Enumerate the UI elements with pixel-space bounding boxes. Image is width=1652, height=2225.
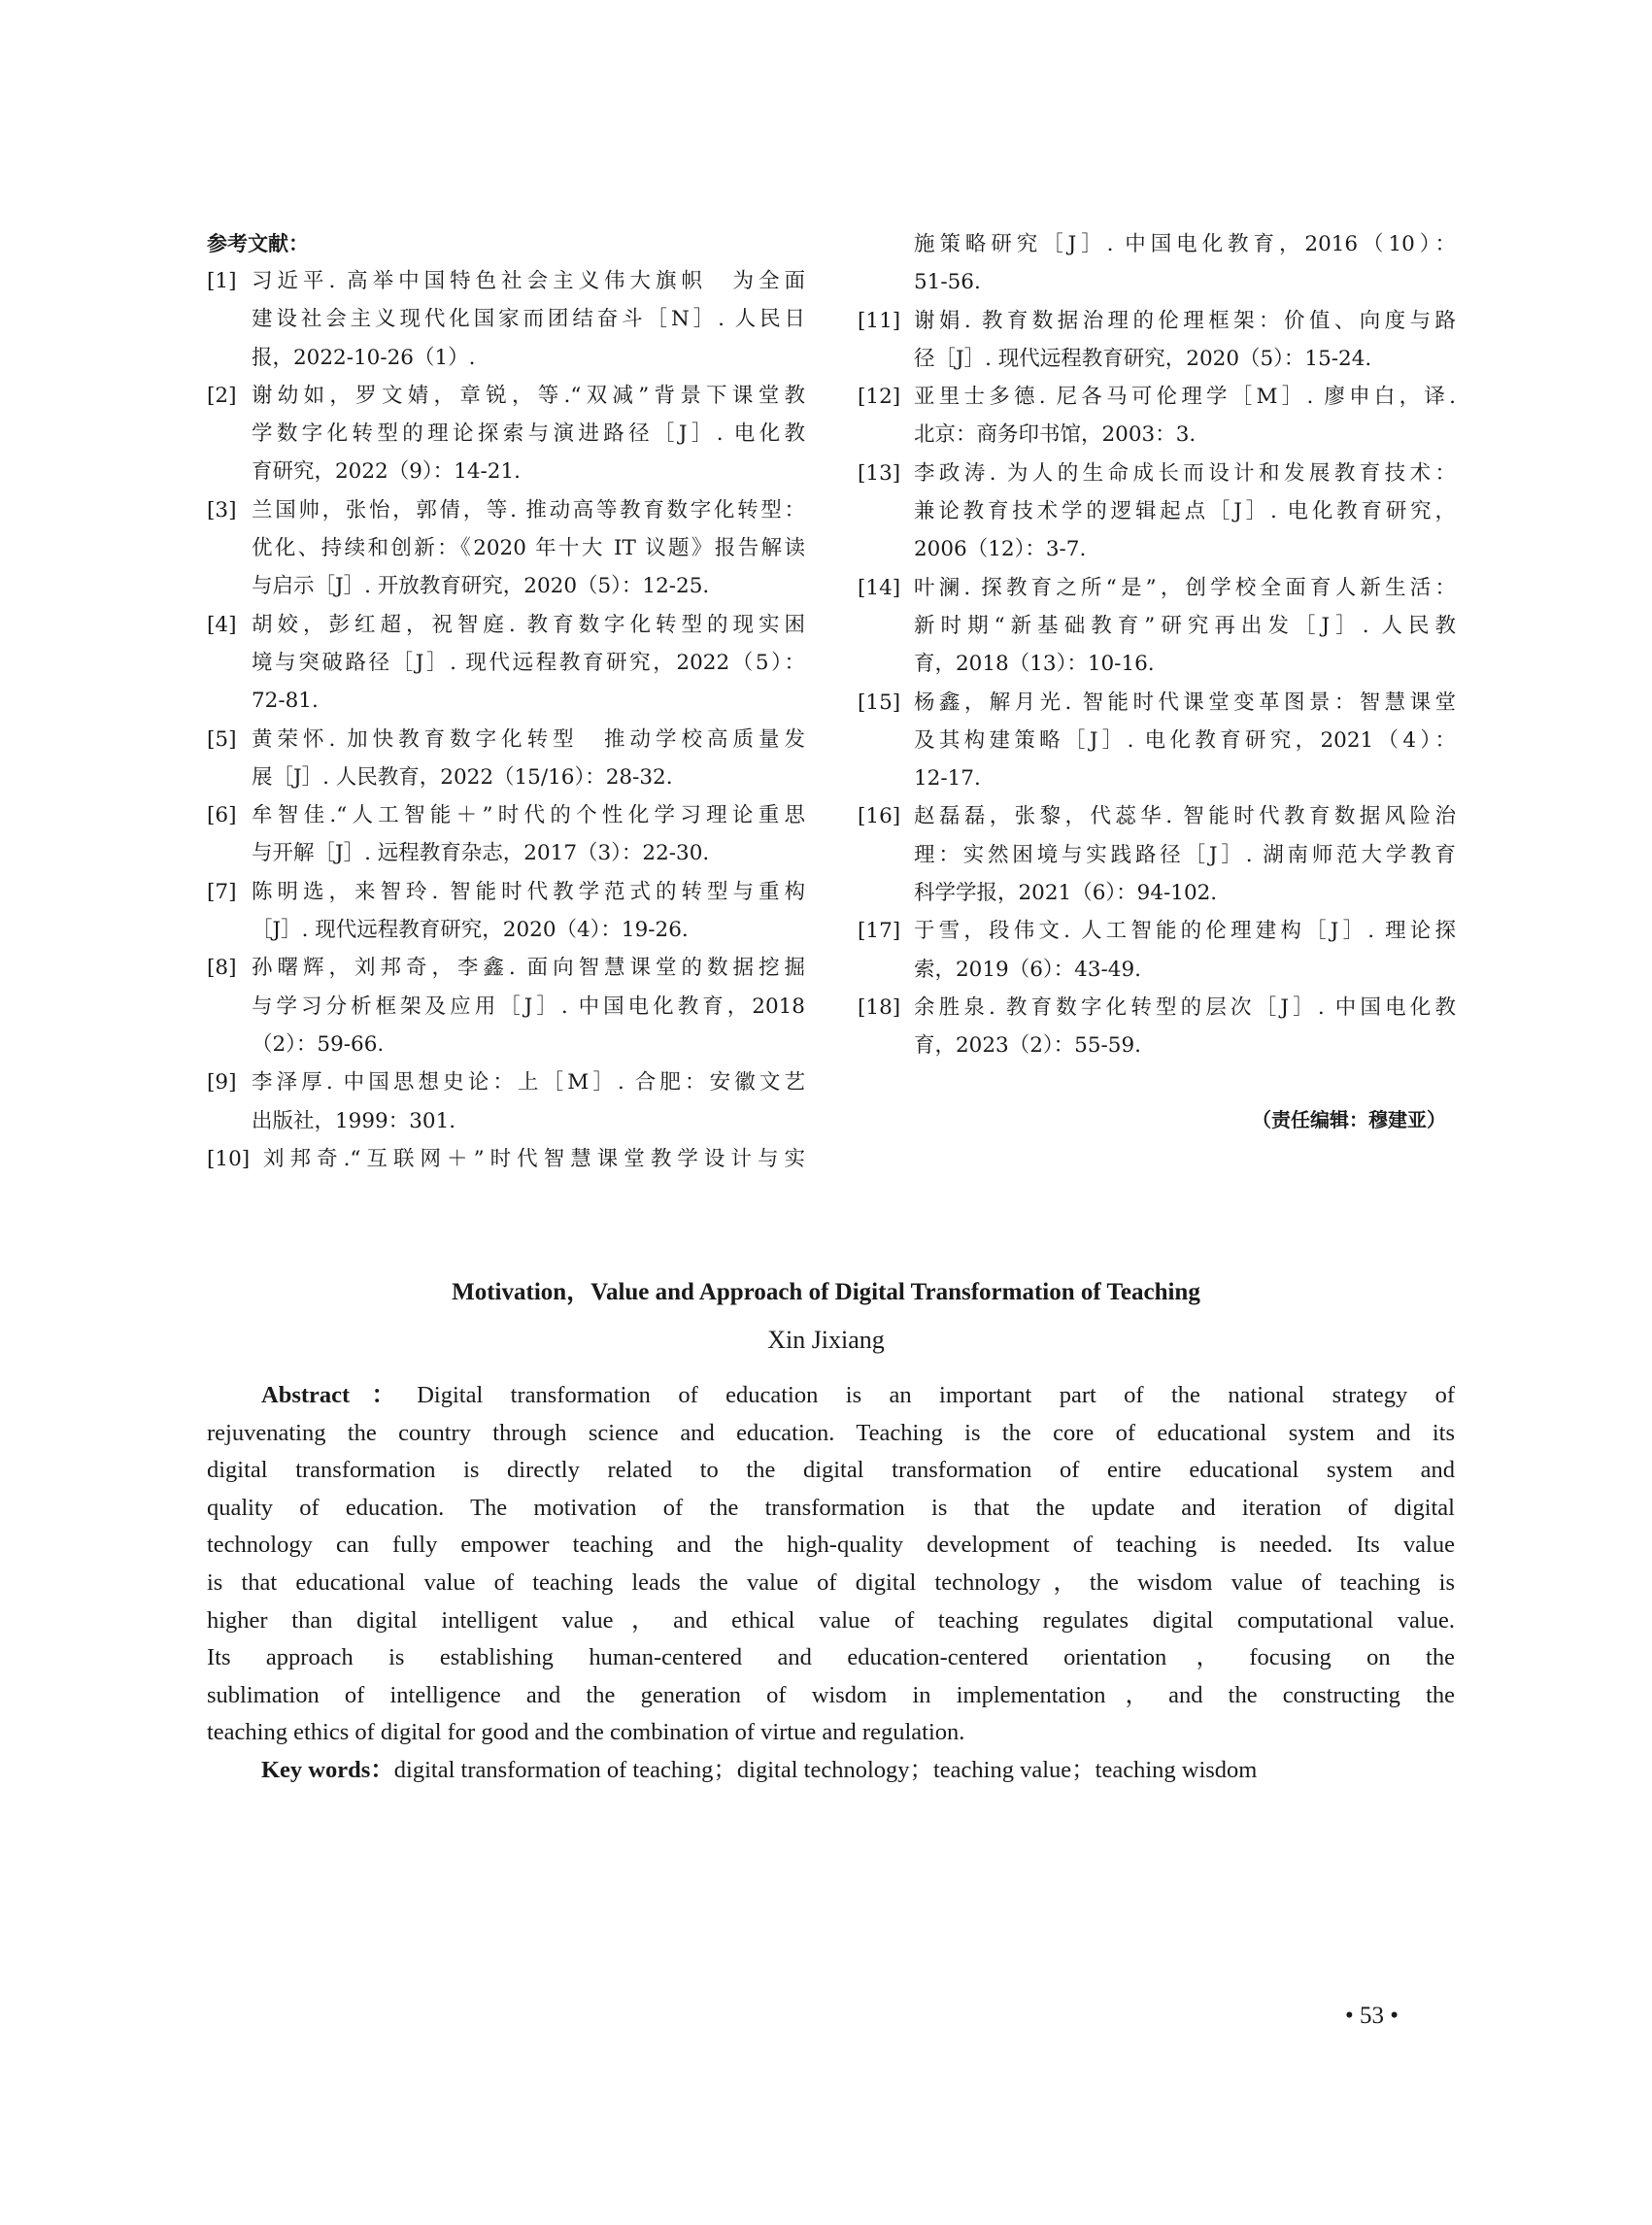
reference-number: [7] (207, 879, 237, 904)
reference-line: 牟智佳.“人工智能＋”时代的个性化学习理论重思 (252, 803, 805, 828)
reference-line: 建设社会主义现代化国家而团结奋斗［N］. 人民日 (252, 307, 805, 332)
abstract-text: technology can fully empower teaching and the high-quality development of teaching is needed. Its value (207, 1532, 1455, 1559)
reference-number: [8] (207, 956, 237, 981)
reference-line: 北京：商务印书馆，2003：3. (914, 422, 1197, 448)
reference-item (858, 797, 1456, 912)
abstract-label: Abstract： (261, 1382, 418, 1408)
abstract-line (207, 1714, 1455, 1752)
keywords-text: digital transformation of teaching；digital technology；teaching value；teaching wisdom (393, 1756, 1258, 1783)
reference-number: [16] (858, 804, 901, 829)
reference-line: 习近平. 高举中国特色社会主义伟大旗帜 为全面 (252, 269, 805, 293)
reference-continuation (858, 225, 1456, 302)
reference-line: 胡姣，彭红超，祝智庭. 教育数字化转型的现实困 (252, 612, 805, 637)
reference-line: 于雪，段伟文. 人工智能的伦理建构［J］. 理论探 (914, 919, 1456, 944)
abstract-text: quality of education. The motivation of the transformation is that the update and iteration of digital (207, 1494, 1455, 1521)
abstract-text: teaching ethics of digital for good and the combination of virtue and regulation. (207, 1719, 965, 1746)
english-abstract (207, 1377, 1455, 1790)
reference-item (858, 912, 1456, 989)
reference-line: 育研究，2022（9）：14-21. (252, 459, 521, 485)
reference-number: [6] (207, 803, 237, 828)
reference-number: [15] (858, 690, 901, 715)
reference-item (858, 989, 1456, 1065)
reference-item (207, 262, 805, 377)
reference-line: 兼论教育技术学的逻辑起点［J］. 电化教育研究， (914, 499, 1456, 524)
reference-item (207, 606, 805, 721)
reference-line: 谢幼如，罗文婧，章锐，等.“双减”背景下课堂教 (252, 383, 805, 408)
reference-item (858, 378, 1456, 455)
reference-item (207, 721, 805, 797)
reference-line: 出版社，1999：301. (252, 1108, 456, 1133)
reference-line: 12-17. (914, 766, 981, 792)
reference-number: [12] (858, 385, 901, 410)
abstract-line (207, 1602, 1455, 1640)
reference-item (207, 1063, 805, 1140)
reference-line: 刘邦奇.“互联网＋”时代智慧课堂教学设计与实 (263, 1146, 805, 1171)
abstract-line (207, 1527, 1455, 1565)
reference-line: 余胜泉. 教育数字化转型的层次［J］. 中国电化教 (914, 995, 1456, 1020)
reference-line: 72-81. (252, 689, 319, 714)
left-reference-list (207, 262, 805, 1178)
reference-line: 51-56. (914, 270, 981, 295)
reference-line: 展［J］. 人民教育，2022（15/16）：28-32. (252, 764, 673, 790)
reference-number: [10] (207, 1146, 251, 1171)
reference-line: 黄荣怀. 加快教育数字化转型 推动学校高质量发 (252, 726, 805, 752)
reference-line: 与开解［J］. 远程教育杂志，2017（3）：22-30. (252, 841, 710, 866)
abstract-text: higher than digital intelligent value，and ethical value of teaching regulates digital computational value. (207, 1606, 1455, 1634)
reference-line: 科学学报，2021（6）：94-102. (914, 881, 1218, 906)
reference-line: 孙曙辉，刘邦奇，李鑫. 面向智慧课堂的数据挖掘 (252, 956, 805, 981)
abstract-line (207, 1490, 1455, 1528)
keywords-line (207, 1752, 1455, 1790)
abstract-line (207, 1565, 1455, 1602)
page-number: • 53 • (1345, 2003, 1399, 2029)
reference-line: 与启示［J］. 开放教育研究，2020（5）：12-25. (252, 574, 710, 599)
abstract-line (207, 1639, 1455, 1677)
reference-line: 及其构建策略［J］. 电化教育研究，2021（4）： (914, 727, 1456, 753)
reference-line: 索，2019（6）：43-49. (914, 957, 1141, 982)
reference-item (207, 873, 805, 950)
reference-line: 杨鑫，解月光. 智能时代课堂变革图景：智慧课堂 (914, 690, 1456, 715)
reference-line: 李泽厚. 中国思想史论：上［M］. 合肥：安徽文艺 (252, 1070, 805, 1096)
reference-number: [17] (858, 919, 901, 944)
reference-line: 陈明选，来智玲. 智能时代教学范式的转型与重构 (252, 879, 805, 904)
reference-line: 学数字化转型的理论探索与演进路径［J］. 电化教 (252, 421, 805, 447)
abstract-line (207, 1677, 1455, 1715)
reference-item (207, 491, 805, 606)
reference-number: [18] (858, 995, 901, 1020)
abstract-line (207, 1377, 1455, 1415)
abstract-line (207, 1415, 1455, 1453)
reference-number: [9] (207, 1070, 237, 1096)
reference-item (207, 377, 805, 491)
reference-line: 新时期“新基础教育”研究再出发［J］. 人民教 (914, 613, 1456, 638)
reference-line: 兰国帅，张怡，郭倩，等. 推动高等教育数字化转型： (252, 497, 805, 523)
abstract-text: digital transformation is directly related to the digital transformation of entire educational system and (207, 1457, 1455, 1484)
reference-item (858, 684, 1456, 798)
reference-item (207, 796, 805, 873)
abstract-text: rejuvenating the country through science and education. Teaching is the core of educational system and its (207, 1419, 1455, 1446)
reference-line: 谢娟. 教育数据治理的伦理框架：价值、向度与路 (914, 308, 1456, 333)
abstract-text: Its approach is establishing human-centered and education-centered orientation，focusing on the (207, 1644, 1455, 1671)
references-heading: 参考文献： (207, 232, 309, 255)
reference-number: [1] (207, 269, 237, 293)
references-left-column (207, 225, 805, 1178)
abstract-text: Digital transformation of education is an important part of the national strategy of (417, 1382, 1456, 1408)
reference-line: 李政涛. 为人的生命成长而设计和发展教育技术： (914, 460, 1456, 486)
reference-number: [14] (858, 575, 901, 600)
reference-line: 与学习分析框架及应用［J］. 中国电化教育，2018 (252, 994, 805, 1019)
reference-number: [4] (207, 612, 237, 637)
responsible-editor: （责任编辑：穆建亚） (1252, 1107, 1446, 1131)
reference-number: [11] (858, 308, 901, 333)
reference-line: 优化、持续和创新：《2020 年十大 IT 议题》报告解读 (252, 536, 805, 561)
reference-line: 育，2023（2）：55-59. (914, 1033, 1141, 1059)
reference-number: [5] (207, 726, 237, 752)
abstract-line (207, 1452, 1455, 1490)
reference-number: [13] (858, 460, 901, 486)
reference-line: 施策略研究［J］. 中国电化教育，2016（10）： (914, 232, 1456, 256)
references-right-column (858, 225, 1456, 1132)
reference-line: 境与突破路径［J］. 现代远程教育研究，2022（5）： (252, 650, 805, 675)
reference-line: 育，2018（13）：10-16. (914, 652, 1155, 677)
english-title: Motivation，Value and Approach of Digital Transformation of Teaching (452, 1279, 1200, 1305)
reference-item (858, 569, 1456, 684)
reference-item (858, 302, 1456, 379)
reference-item (207, 949, 805, 1063)
reference-line: 叶澜. 探教育之所“是”，创学校全面育人新生活： (914, 575, 1456, 600)
abstract-body (207, 1377, 1455, 1752)
keywords-label: Key words： (261, 1756, 394, 1783)
reference-line: ［J］. 现代远程教育研究，2020（4）：19-26. (252, 918, 689, 943)
reference-line: 理：实然困境与实践路径［J］. 湖南师范大学教育 (914, 842, 1456, 867)
right-reference-list (858, 302, 1456, 1065)
reference-item (858, 455, 1456, 569)
reference-item (207, 1140, 805, 1178)
reference-line: 赵磊磊，张黎，代蕊华. 智能时代教育数据风险治 (914, 804, 1456, 829)
reference-number: [2] (207, 383, 237, 408)
abstract-text: sublimation of intelligence and the generation of wisdom in implementation，and the constructing the (207, 1681, 1455, 1708)
reference-line: 径［J］. 现代远程教育研究，2020（5）：15-24. (914, 346, 1372, 371)
reference-number: [3] (207, 497, 237, 523)
reference-line: （2）：59-66. (252, 1031, 385, 1057)
reference-line: 亚里士多德. 尼各马可伦理学［M］. 廖申白，译. (914, 385, 1456, 410)
english-author: Xin Jixiang (767, 1326, 885, 1354)
abstract-text: is that educational value of teaching leads the value of digital technology，the wisdom value of teaching is (207, 1568, 1455, 1596)
reference-line: 报，2022-10-26（1）. (252, 345, 476, 370)
reference-line: 2006（12）：3-7. (914, 537, 1087, 562)
